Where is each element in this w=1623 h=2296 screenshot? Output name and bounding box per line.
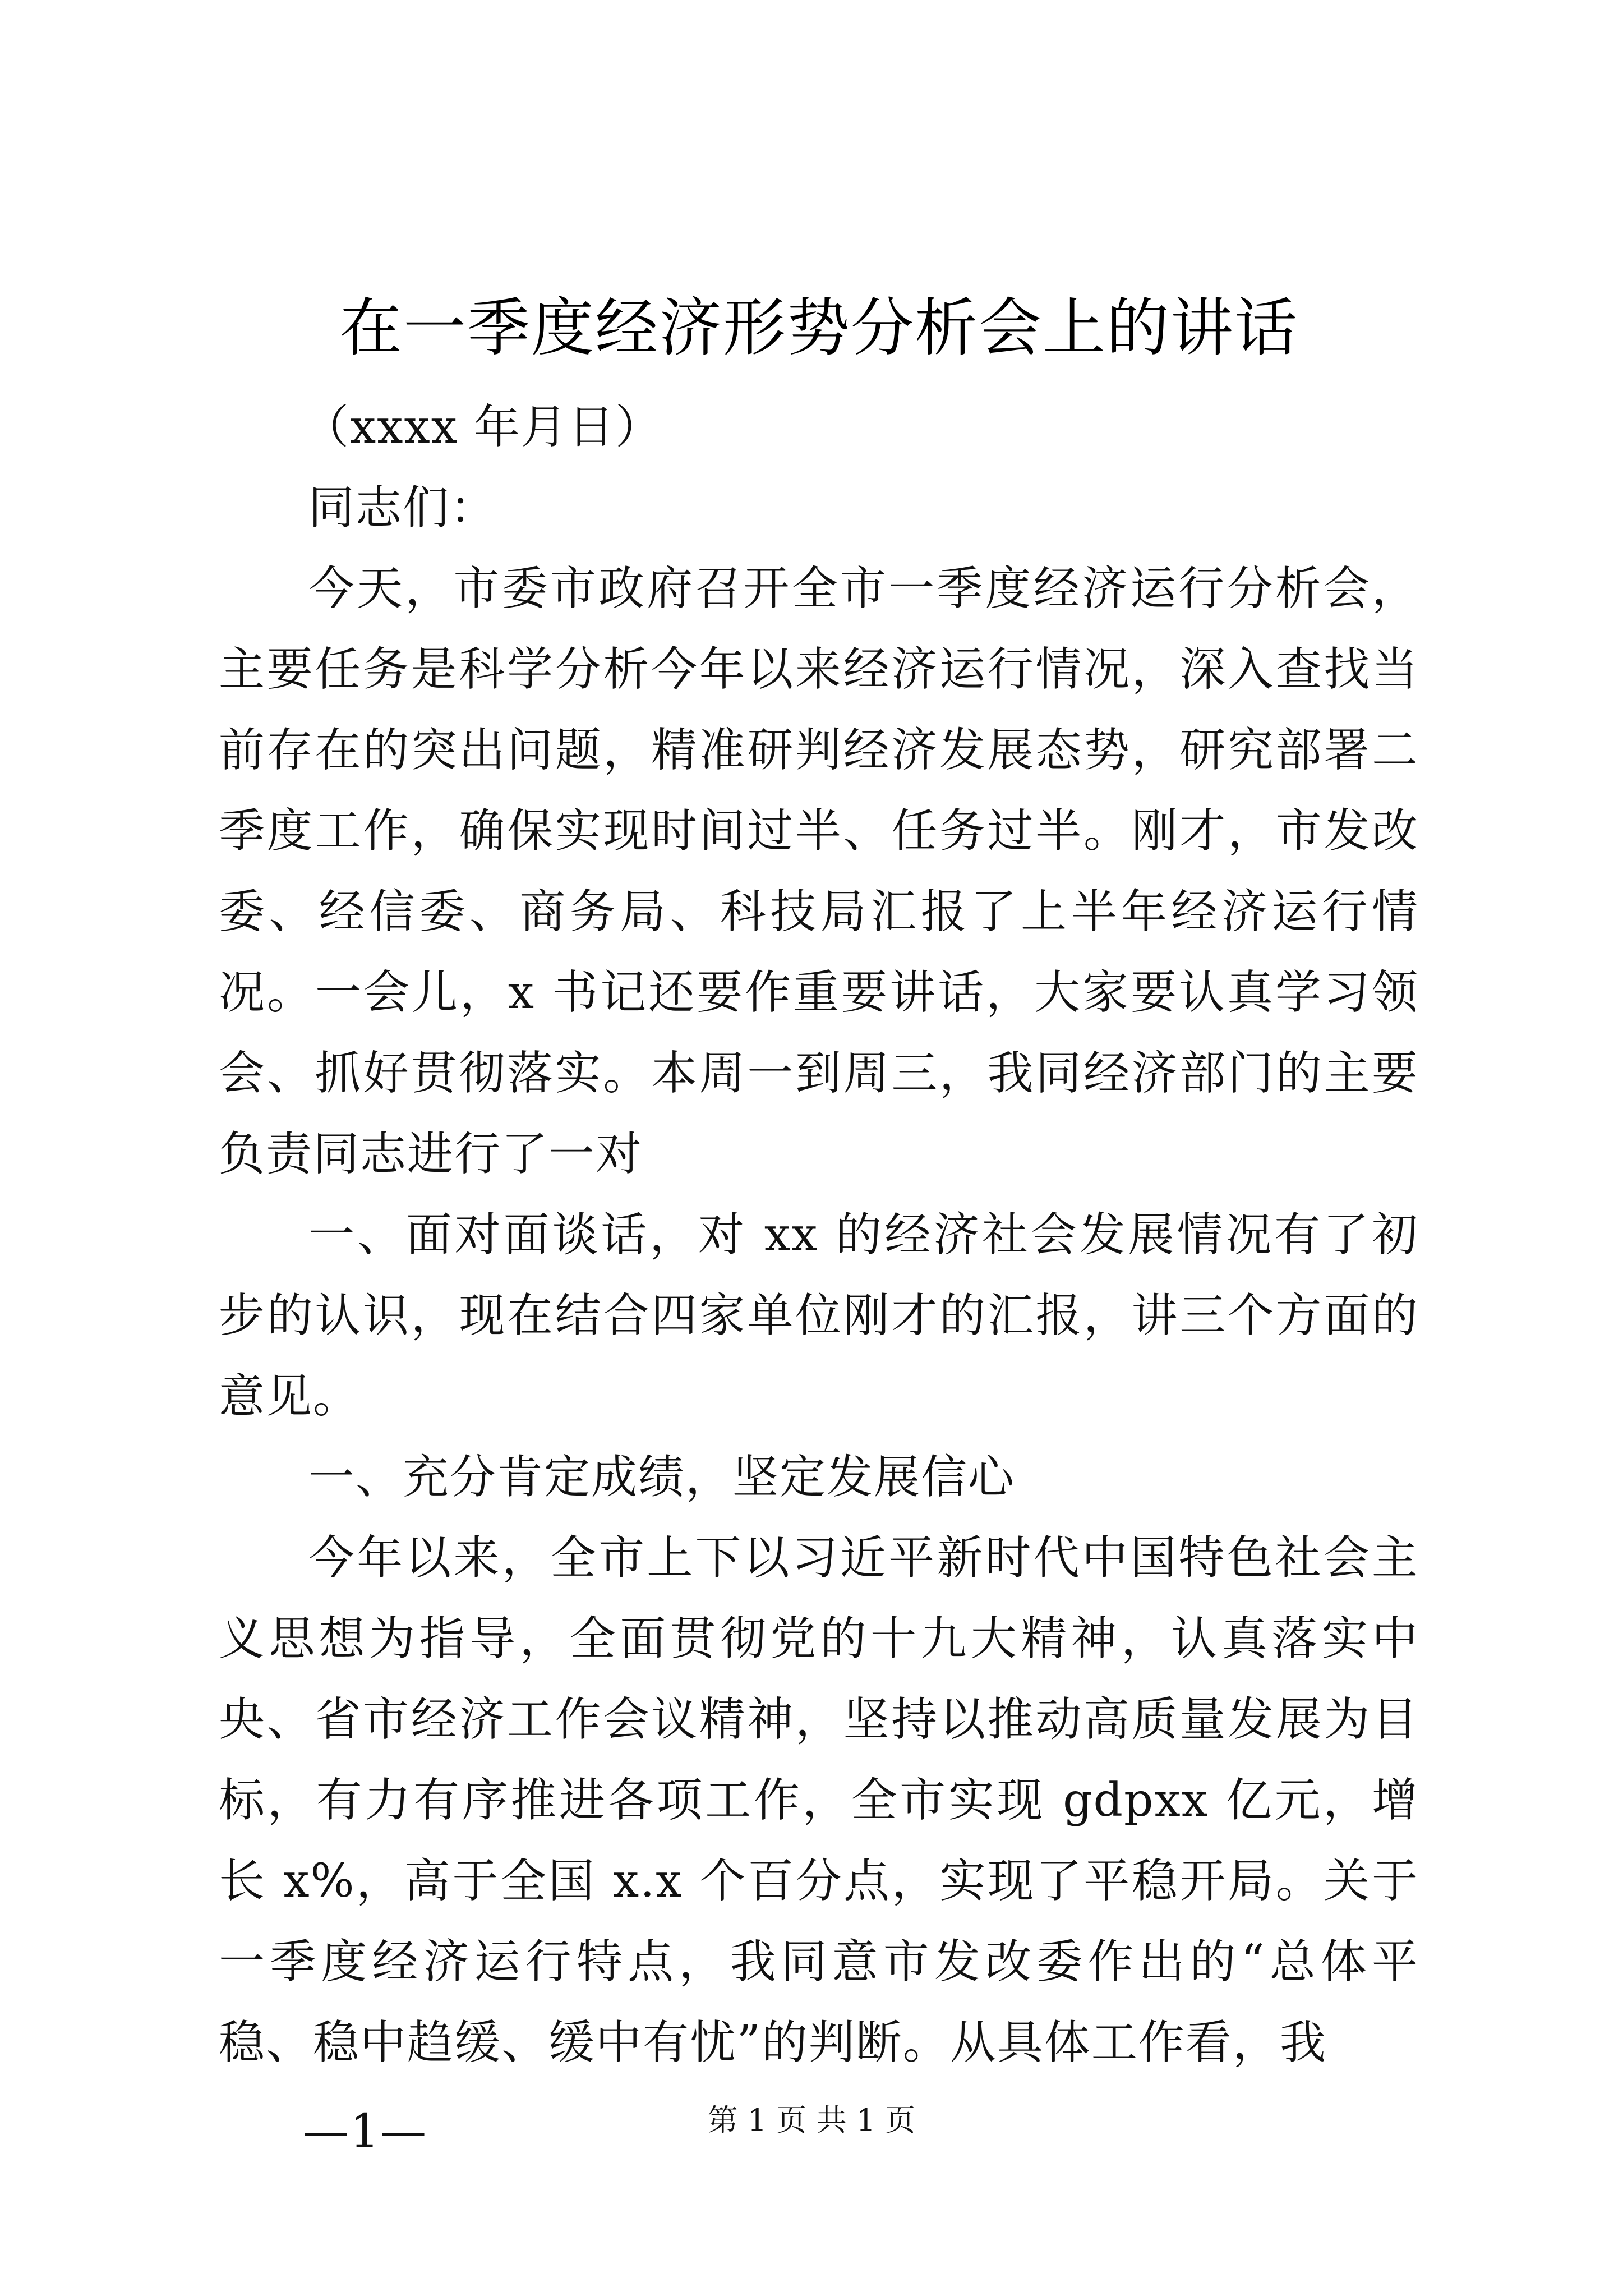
salutation: 同志们： [308,481,497,535]
paragraph-intro: 今天，市委市政府召开全市一季度经济运行分析会，主要任务是科学分析今年以来经济运行情况，深入查找当前存在的突出问题，精准研判经济发展态势，研究部署二季度工作，确保实现时间过半、任务过半。刚才，市发改委、经信委、商务局、科技局汇报了上半年经济运行情况。一会儿，x 书记还要作重要讲话，大家要认真学习领会、抓好贯彻落实。本周一到周三，我同经济部门的主要负责同志进行了一对 [219,562,1419,1181]
paragraph-achievements: 今年以来，全市上下以习近平新时代中国特色社会主义思想为指导，全面贯彻党的十九大精神，认真落实中央、省市经济工作会议精神，坚持以推动高质量发展为目标，有力有序推进各项工作，全市实现 gdpxx 亿元，增长 x%，高于全国 x.x 个百分点，实现了平稳开局。关于一季度经济运行特点，我同意市发改委作出的“总体平稳、稳中趋缓、缓中有忧”的判断。从具体工作看，我 [219,1531,1419,2069]
speech-date: （xxxx 年月日） [303,401,663,454]
page-footer: 第 1 页 共 1 页 [707,2102,916,2138]
section-heading: 一、充分肯定成绩，坚定发展信心 [308,1451,1016,1504]
document-title: 在一季度经济形势分析会上的讲话 [339,292,1298,365]
document-body [219,286,1419,2172]
paragraph-overview: 一、面对面谈话，对 xx 的经济社会发展情况有了初步的认识，现在结合四家单位刚才的汇报，讲三个方面的意见。 [219,1208,1419,1423]
inline-page-number: —1— [303,2105,428,2158]
